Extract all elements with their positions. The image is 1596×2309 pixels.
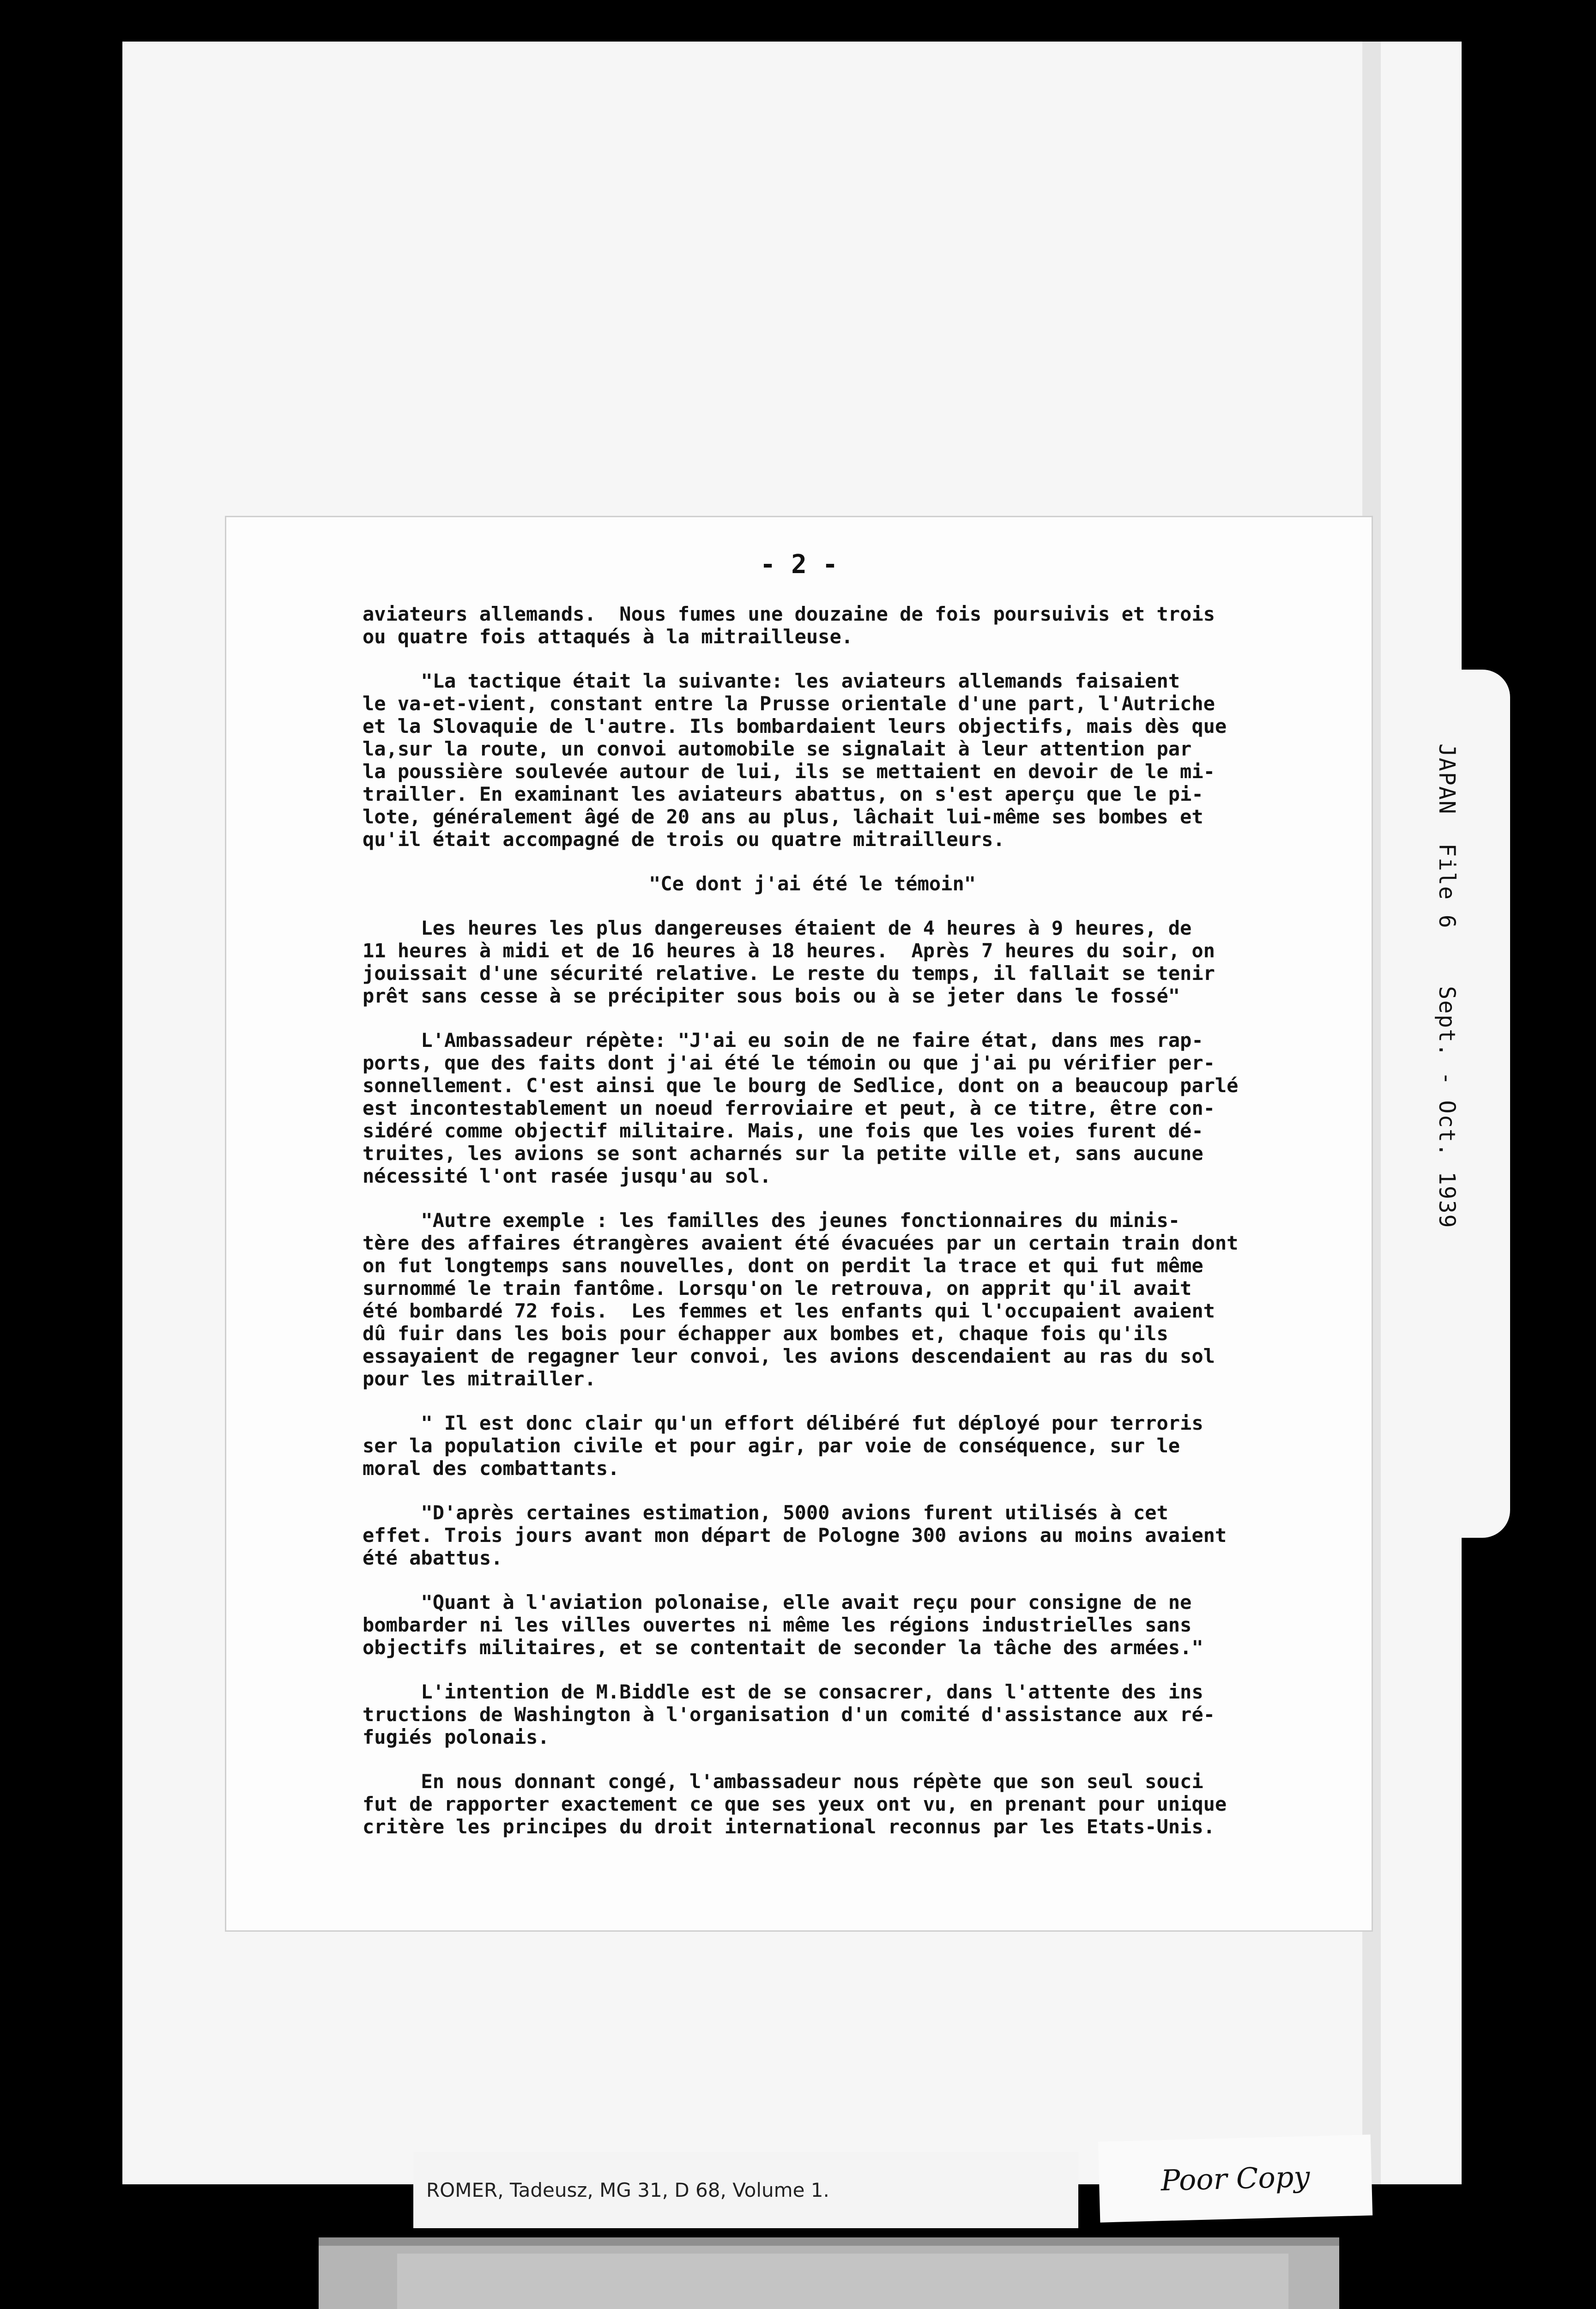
folder-side-label: JAPAN File 6 Sept. - Oct. 1939 xyxy=(1434,743,1460,1229)
folder-tab xyxy=(1413,670,1510,1538)
paragraph: L'intention de M.Biddle est de se consacrer, dans l'attente des ins tructions de Washington à l'organisation d'un comité d'assistance aux ré- fugiés polonais. xyxy=(363,1680,1215,1748)
typed-page xyxy=(226,517,1372,1930)
paragraph: aviateurs allemands. Nous fumes une douzaine de fois poursuivis et trois ou quatre fois attaqués à la mitrailleuse. xyxy=(363,603,1215,648)
paragraph: Les heures les plus dangereuses étaient de 4 heures à 9 heures, de 11 heures à midi et de 16 heures à 18 heures. Après 7 heures du soir, on jouissait d'une sécurité relative. Le reste du temps, il fallait se tenir prêt sans cesse à se précipiter sous bois ou à se jeter dans le fossé" xyxy=(363,917,1215,1007)
paragraph: En nous donnant congé, l'ambassadeur nous répète que son seul souci fut de rapporter exactement ce que ses yeux ont vu, en prenant pour unique critère les principes du droit international reconnus par les Etats-Unis. xyxy=(363,1770,1227,1838)
reference-label: ROMER, Tadeusz, MG 31, D 68, Volume 1. xyxy=(413,2152,1078,2228)
paragraph: "D'après certaines estimation, 5000 avions furent utilisés à cet effet. Trois jours avant mon départ de Pologne 300 avions au moins avaient été abattus. xyxy=(363,1501,1227,1569)
paragraph: "Autre exemple : les familles des jeunes fonctionnaires du minis- tère des affaires étrangères avaient été évacuées par un certain train dont on fut longtemps sans nouvelles, dont on perdit la trace et qui fut même surnommé le train fantôme. Lorsqu'on le retrouva, on apprit qu'il avait été bombardé 72 fois. Les femmes et les enfants qui l'occupaient avaient dû fuir dans les bois pour échapper aux bombes et, chaque fois qu'ils essayaient de regagner leur convoi, les avions descendaient au ras du sol pour les mitrailler. xyxy=(363,1209,1239,1390)
paragraph: L'Ambassadeur répète: "J'ai eu soin de ne faire état, dans mes rap- ports, que des faits dont j'ai été le témoin ou que j'ai pu vérifier per- sonnellement. C'est ainsi que le bourg de Sedlice, dont on a beaucoup parlé est incontestablement un noeud ferroviaire et peut, à ce titre, être con- sidéré comme objectif militaire. Mais, une fois que les voies furent dé- truites, les avions se sont acharnés sur la petite ville et, sans aucune nécessité l'ont rasée jusqu'au sol. xyxy=(363,1029,1239,1187)
paragraph: "La tactique était la suivante: les aviateurs allemands faisaient le va-et-vient, constant entre la Prusse orientale d'une part, l'Autriche et la Slovaquie de l'autre. Ils bombardaient leurs objectifs, mais dès que la,sur la route, un convoi automobile se signalait à leur attention par la poussière soulevée autour de lui, ils se mettaient en devoir de le mi- trailler. En examinant les aviateurs abattus, on s'est aperçu que le pi- lote, généralement âgé de 20 ans au plus, lâchait lui-même ses bombes et qu'il était accompagné de trois ou quatre mitrailleurs. xyxy=(363,670,1227,851)
archives-stamp xyxy=(397,2254,1288,2309)
poor-copy-note: Poor Copy xyxy=(1098,2134,1372,2222)
page-body xyxy=(363,603,1351,1860)
page-number: - 2 - xyxy=(760,550,838,580)
section-heading: "Ce dont j'ai été le témoin" xyxy=(649,872,976,895)
paragraph: "Quant à l'aviation polonaise, elle avait reçu pour consigne de ne bombarder ni les villes ouvertes ni même les régions industrielles sans objectifs militaires, et se contentait de seconder la tâche des armées." xyxy=(363,1591,1203,1659)
paragraph: " Il est donc clair qu'un effort délibéré fut déployé pour terroris ser la population civile et pour agir, par voie de conséquence, sur le moral des combattants. xyxy=(363,1412,1203,1480)
